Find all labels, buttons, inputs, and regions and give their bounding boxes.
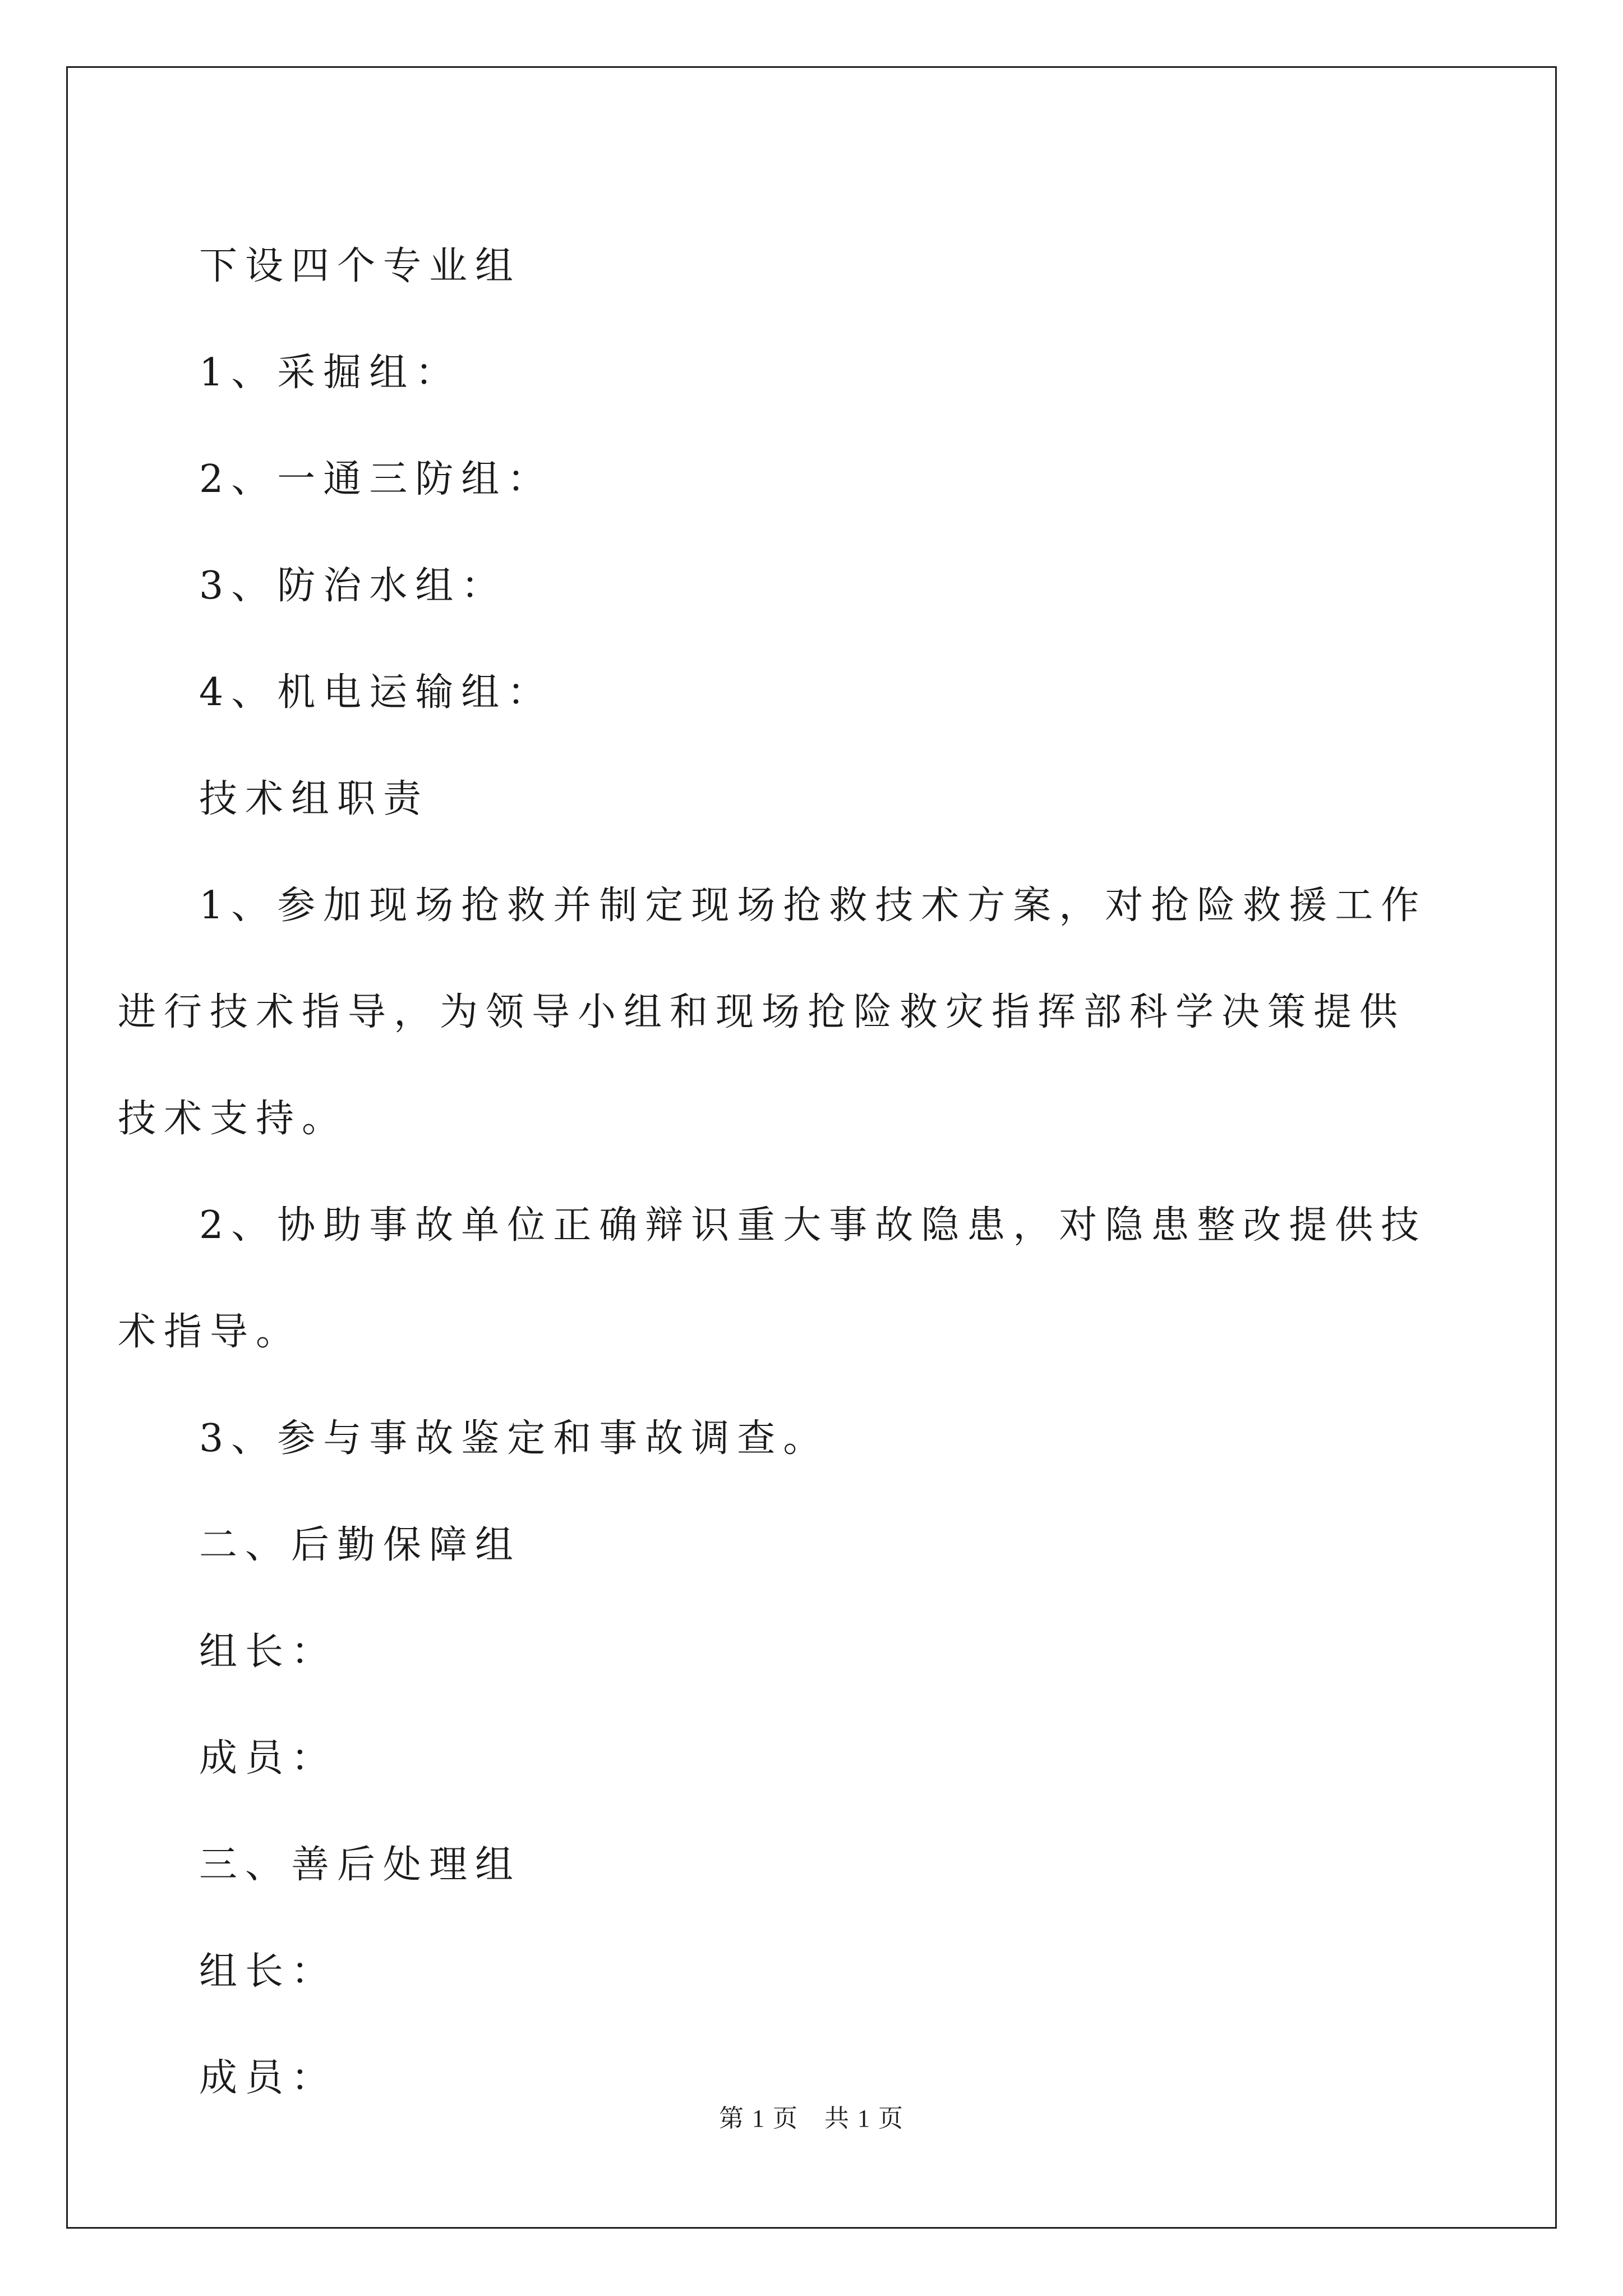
paragraph: 下设四个专业组 xyxy=(199,244,522,288)
paragraph: 1、采掘组： xyxy=(199,351,462,395)
paragraph: 三、善后处理组 xyxy=(199,1843,522,1887)
paragraph: 2、协助事故单位正确辩识重大事故隐患，对隐患整改提供技术指导。 xyxy=(118,1203,1427,1354)
paragraph: 3、防治水组： xyxy=(199,564,508,608)
paragraph: 2、一通三防组： xyxy=(199,457,554,501)
paragraph: 1、参加现场抢救并制定现场抢救技术方案，对抢险救援工作进行技术指导，为领导小组和现场抢险救灾指挥部科学决策提供技术支持。 xyxy=(118,884,1427,1141)
paragraph: 成员： xyxy=(199,1736,338,1780)
paragraph: 4、机电运输组： xyxy=(199,670,554,715)
paragraph: 组长： xyxy=(199,1630,338,1674)
page-number-footer: 第 1 页 共 1 页 xyxy=(719,2105,904,2132)
paragraph: 技术组职责 xyxy=(199,777,430,821)
document-body xyxy=(118,213,1433,2132)
paragraph: 3、参与事故鉴定和事故调查。 xyxy=(199,1416,829,1461)
paragraph: 成员： xyxy=(199,2056,338,2100)
paragraph: 二、后勤保障组 xyxy=(199,1523,522,1567)
paragraph: 组长： xyxy=(199,1949,338,1994)
